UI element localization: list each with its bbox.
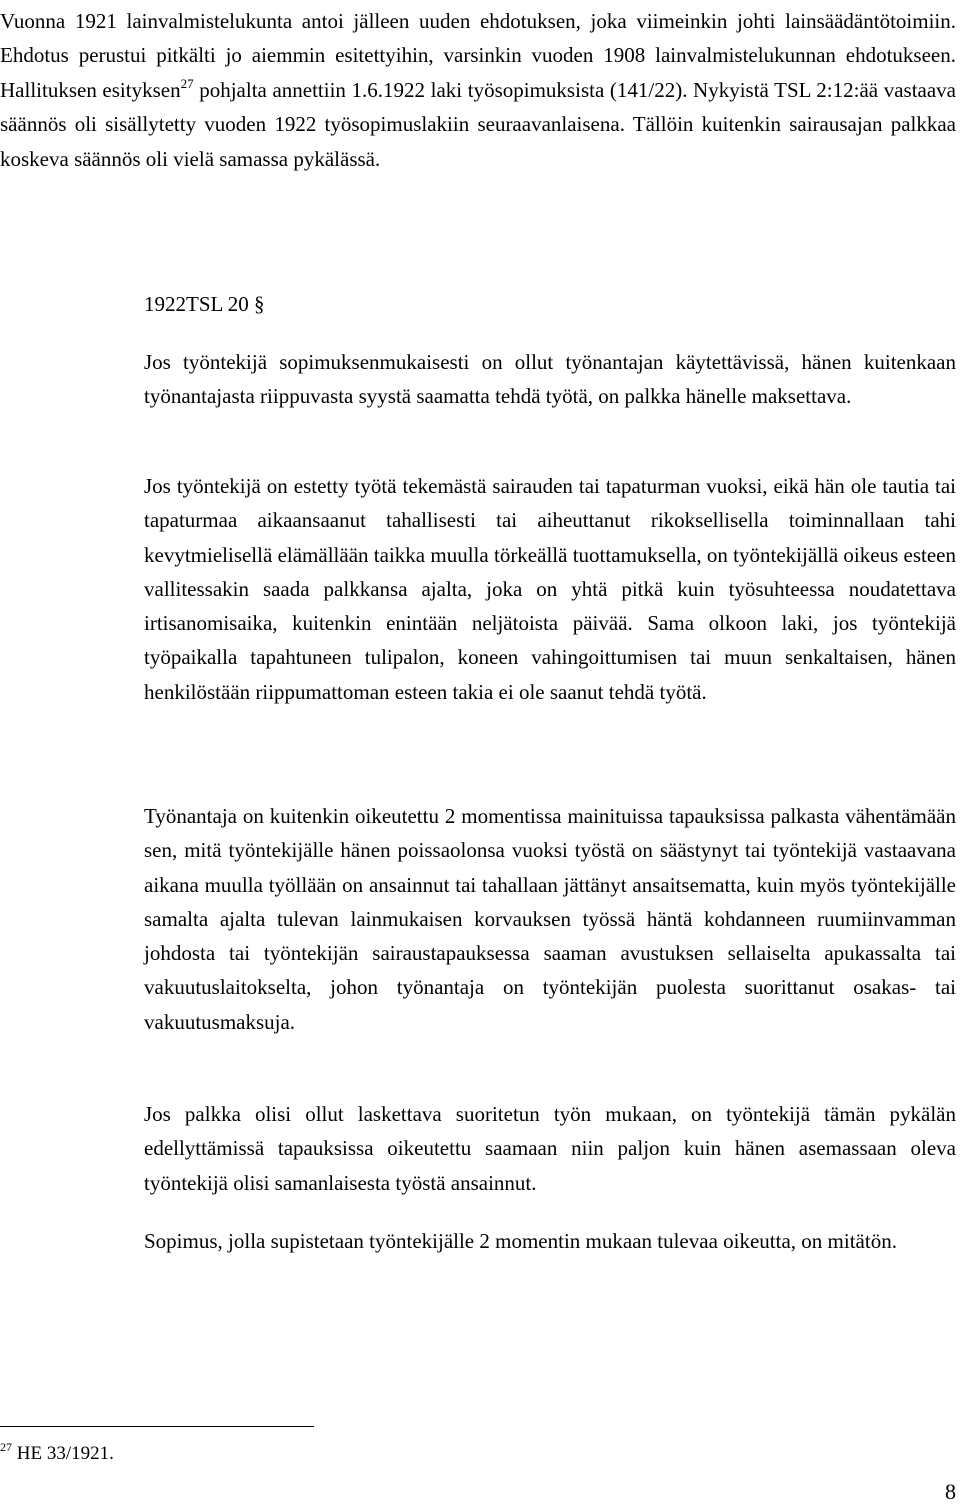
quoted-paragraph-5: Sopimus, jolla supistetaan työntekijälle 2 momentin mukaan tulevaa oikeutta, on mitätön. <box>144 1229 897 1253</box>
page-number: 8 <box>945 1479 956 1504</box>
intro-text-start: Vuonna 1921 lainvalmistelukunta antoi jälleen uuden ehdotuksen, joka viimeinkin johti lainsäädäntötoimiin. Ehdotus perustui pitkälti jo aiemmin esitettyihin, varsinkin vuoden 1908 lainvalmistelukunnan ehdotukseen. Hallituksen esityksen <box>0 9 956 102</box>
quoted-paragraph-2: Jos työntekijä on estetty työtä tekemästä sairauden tai tapaturman vuoksi, eikä hän ole tautia tai tapaturmaa aikaansaanut tahallisesti tai aiheuttanut rikoksellisella toiminnallaan tahi kevytmielisellä elämällään taikka muulla törkeällä tuottamuksella, on työntekijällä oikeus esteen vallitessakin saada palkkansa ajalta, joka on yhtä pitkä kuin työsuhteessa noudatettava irtisanomisaika, kuitenkin enintään neljätoista päivää. Sama olkoon laki, jos työntekijä työpaikalla tapahtuneen tulipalon, koneen vahingoittumisen tai muun senkaltaisen, hänen henkilöstään riippumattoman esteen takia ei ole saanut tehdä työtä. <box>144 474 956 704</box>
footnote-text: HE 33/1921. <box>12 1443 114 1464</box>
footnote-number: 27 <box>0 1440 12 1454</box>
intro-text-end: pohjalta annettiin 1.6.1922 laki työsopimuksista (141/22). Nykyistä TSL 2:12:ää vastaava säännös oli sisällytetty vuoden 1922 työsopimuslakiin seuraavanlaisena. Tällöin kuitenkin sairausajan palkkaa koskeva säännös oli vielä samassa pykälässä. <box>0 77 956 171</box>
quoted-paragraph-3: Työnantaja on kuitenkin oikeutettu 2 momentissa mainituissa tapauksissa palkasta vähentämään sen, mitä työntekijälle hänen poissaolonsa vuoksi työstä on säästynyt tai työntekijä vastaavana aikana muulla työllään on ansainnut tai tahallaan jättänyt ansaitsematta, kuin myös työntekijälle samalta ajalta tulevan lainmukaisen korvauksen työssä häntä kohdanneen ruumiinvamman johdosta tai työntekijän sairaustapauksessa saaman avustuksen sellaiselta apukassalta tai vakuutuslaitokselta, johon työnantaja on työntekijän puolesta suorittanut osakas- tai vakuutusmaksuja. <box>144 804 956 1034</box>
intro-paragraph <box>0 4 956 176</box>
footnote-reference[interactable]: 27 <box>180 75 194 91</box>
footnote <box>0 1440 114 1468</box>
quoted-paragraph-1: Jos työntekijä sopimuksenmukaisesti on ollut työnantajan käytettävissä, hänen kuitenkaan työnantajasta riippuvasta syystä saamatta tehdä työtä, on palkka hänelle maksettava. <box>144 350 956 409</box>
footnote-divider <box>0 1426 314 1427</box>
quoted-paragraph-4: Jos palkka olisi ollut laskettava suoritetun työn mukaan, on työntekijä tämän pykälän edellyttämissä tapauksissa oikeutettu saamaan niin paljon kuin hänen asemassaan oleva työntekijä olisi samanlaisesta työstä ansainnut. <box>144 1102 956 1195</box>
section-heading: 1922TSL 20 § <box>144 292 265 316</box>
